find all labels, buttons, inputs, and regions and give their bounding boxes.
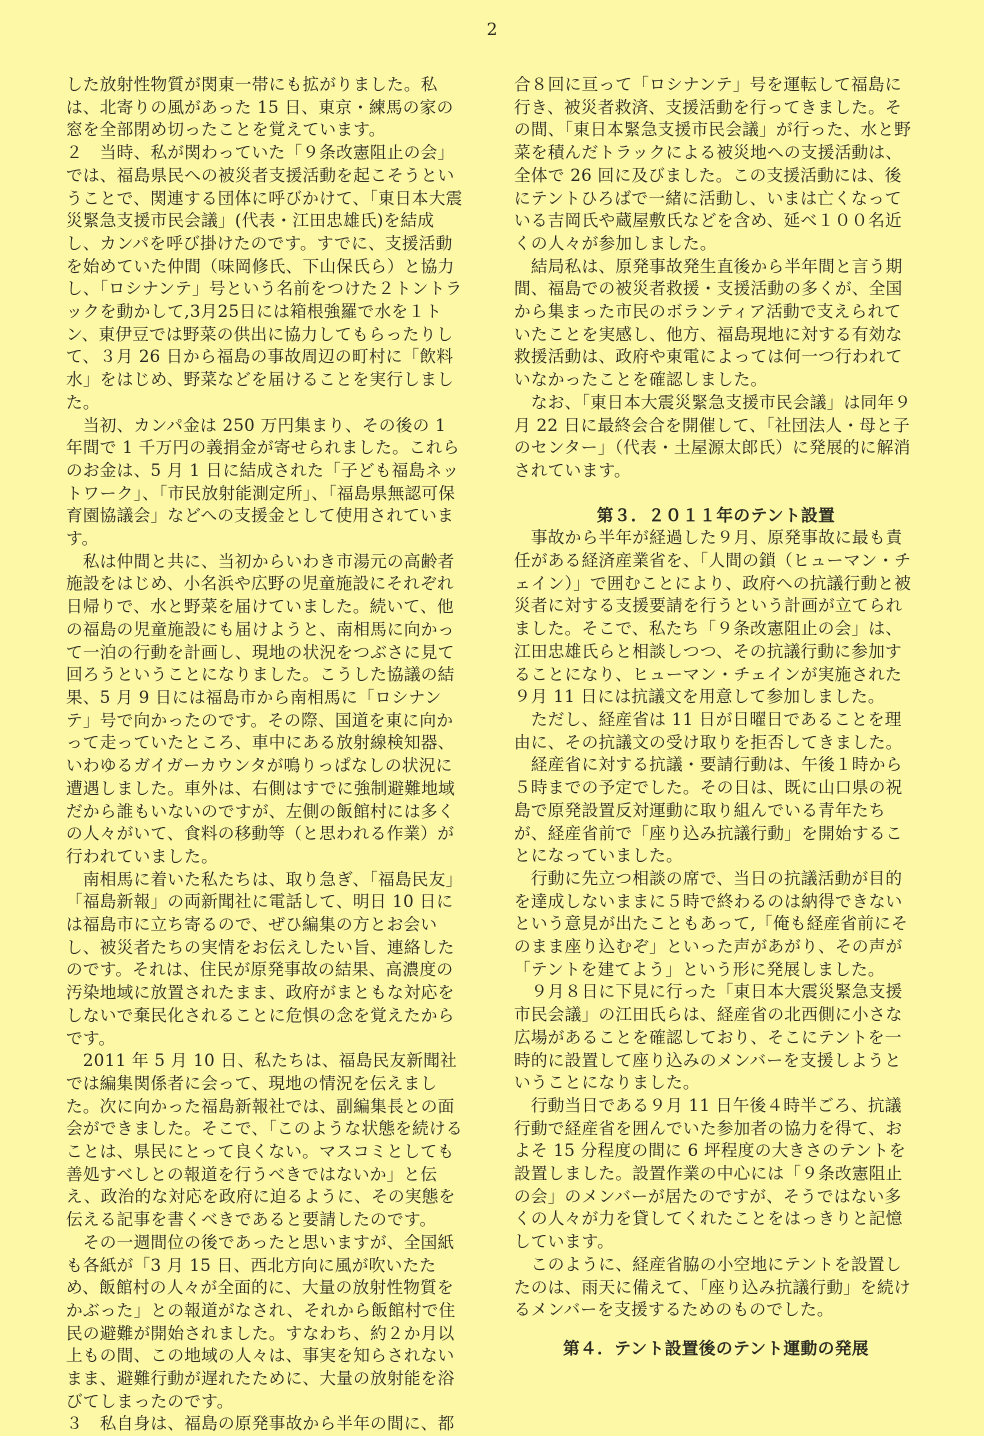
section-3-heading: 第３．２０１１年のテント設置 (596, 505, 836, 525)
paragraph: なお、「東日本大震災緊急支援市民会議」は同年９月 22 日に最終会合を開催して、「社団法人・母と子のセンター」（代表・土屋源太郎氏）に発展的に解消されています。 (514, 392, 912, 480)
left-column (66, 74, 466, 1436)
paragraph: ３ 私自身は、福島の原発事故から半年の間に、都 (66, 1414, 455, 1434)
paragraph: 行動当日である９月 11 日午後４時半ごろ、抗議行動で経産省を囲んでいた参加者の協力を得て、およそ 15 分程度の間に 6 坪程度の大きさのテントを設置しました。設置作業の中心には「９条改憲阻止の会」のメンバーが居たのですが、そうではない多くの人々が力を貸してくれたことをはっきりと記憶しています。 (514, 1095, 906, 1252)
paragraph: ２ 当時、私が関わっていた「９条改憲阻止の会」では、福島県民への被災者支援活動を起こそうということで、関連する団体に呼びかけて、「東日本大震災緊急支援市民会議」(代表・江田忠雄氏)を結成し、カンパを呼び掛けたのです。すでに、支援活動を始めていた仲間（味岡修氏、下山保氏ら）と協力し、「ロシナンテ」号という名前をつけた２トントラックを動かして,3月25日には箱根強羅で水を１トン、東伊豆では野菜の供出に協力してもらったりして、３月 26 日から福島の事故周辺の町村に「飲料水」をはじめ、野菜などを届けることを実行しました。 (66, 143, 463, 412)
paragraph: 私は仲間と共に、当初からいわき市湯元の高齢者施設をはじめ、小名浜や広野の児童施設にそれぞれ日帰りで、水と野菜を届けていました。続いて、他の福島の児童施設にも届けようと、南相馬に向かって一泊の行動を計画し、現地の状況をつぶさに見て回ろうということになりました。こうした協議の結果、5 月 9 日には福島市から南相馬に「ロシナンテ」号で向かったのです。その際、国道を東に向かって走っていたところ、車中にある放射線検知器、いわゆるガイガーカウンタが鳴りっぱなしの状況に遭遇しました。車外は、右側はすでに強制避難地域だから誰もいないのですが、左側の飯館村には多くの人々がいて、食料の移動等（と思われる作業）が行われていました。 (66, 551, 456, 866)
right-column (514, 74, 918, 1361)
paragraph: 結局私は、原発事故発生直後から半年間と言う期間、福島での被災者救援・支援活動の多くが、全国から集まった市民のボランティア活動で支えられていたことを実感し、他方、福島現地に対する有効な救援活動は、政府や東電によっては何一つ行われていなかったことを確認しました。 (514, 256, 903, 390)
paragraph: した放射性物質が関東一帯にも拡がりました。私は、北寄りの風があった 15 日、東京・練馬の家の窓を全部閉め切ったことを覚えています。 (66, 75, 454, 140)
paragraph: 合８回に亘って「ロシナンテ」号を運転して福島に行き、被災者救済、支援活動を行ってきました。その間、「東日本緊急支援市民会議」が行った、水と野菜を積んだトラックによる被災地への支援活動は、全体で 26 回に及びました。この支援活動には、後にテントひろばで一緒に活動し、いまは亡くなっている吉岡氏や蔵屋敷氏などを含め、延べ１００名近くの人々が参加しました。 (514, 75, 912, 253)
paragraph: 2011 年 5 月 10 日、私たちは、福島民友新聞社では編集関係者に会って、現地の情況を伝えました。次に向かった福島新報社では、副編集長との面会ができました。そこで、「このような状態を続けることは、県民にとって良くない。マスコミとしても善処すべしとの報道を行うべきではないか」と伝え、政治的な対応を政府に迫るように、その実態を伝える記事を書くべきであると要請したのです。 (66, 1051, 463, 1230)
paragraph: ９月８日に下見に行った「東日本大震災緊急支援市民会議」の江田氏らは、経産省の北西側に小さな広場があることを確認しており、そこにテントを一時的に設置して座り込みのメンバーを支援しようということになりました。 (514, 982, 903, 1093)
paragraph: 行動に先立つ相談の席で、当日の抗議活動が目的を達成しないままに５時で終わるのは納得できないという意見が出たこともあって,「俺も経産省前にそのまま座り込むぞ」といった声があがり、その声が「テントを建てよう」という形に発展しました。 (514, 868, 908, 979)
page-number: 2 (486, 20, 498, 40)
paragraph: その一週間位の後であったと思いますが、全国紙も各紙が「3 月 15 日、西北方向に風が吹いたため、飯館村の人々が全面的に、大量の放射性物質をかぶった」との報道がなされ、それから飯館村で住民の避難が開始されました。すなわち、約２か月以上もの間、この地域の人々は、事実を知らされないまま、避難行動が遅れたために、大量の放射能を浴びてしまったのです。 (66, 1232, 456, 1411)
paragraph: 南相馬に着いた私たちは、取り急ぎ、「福島民友」「福島新報」の両新聞社に電話して、明日 10 日には福島市に立ち寄るので、ぜひ編集の方とお会いし、被災者たちの実情をお伝えしたい旨、連絡したのです。それは、住民が原発事故の結果、高濃度の汚染地域に放置されたまま、政府がまともな対応をしないで棄民化されることに危惧の念を覚えたからです。 (66, 869, 463, 1048)
paragraph: 当初、カンパ金は 250 万円集まり、その後の 1 年間で 1 千万円の義捐金が寄せられました。これらのお金は、5 月 1 日に結成された「子ども福島ネットワーク」、「市民放射能測定所」、「福島県無認可保育園協議会」などへの支援金として使用されています。 (66, 415, 460, 549)
paragraph: 経産省に対する抗議・要請行動は、午後１時から５時までの予定でした。その日は、既に山口県の祝島で原発設置反対運動に取り組んでいる青年たちが、経産省前で「座り込み抗議行動」を開始することになっていました。 (514, 755, 903, 866)
paragraph: このように、経産省脇の小空地にテントを設置したのは、雨天に備えて、「座り込み抗議行動」を続けるメンバーを支援するためのものでした。 (514, 1254, 911, 1320)
section-4-heading: 第４．テント設置後のテント運動の発展 (562, 1338, 870, 1358)
paragraph: ただし、経産省は 11 日が日曜日であることを理由に、その抗議文の受け取りを拒否してきました。 (514, 709, 903, 752)
paragraph: 事故から半年が経過した９月、原発事故に最も責任がある経済産業省を、「人間の鎖（ヒューマン・チェイン）」で囲むことにより、政府への抗議行動と被災者に対する支援要請を行うという計画が立てられました。そこで、私たち「９条改憲阻止の会」は、江田忠雄氏らと相談しつつ、その抗議行動に参加することになり、ヒューマン・チェインが実施された９月 11 日には抗議文を用意して参加しました。 (514, 528, 912, 707)
